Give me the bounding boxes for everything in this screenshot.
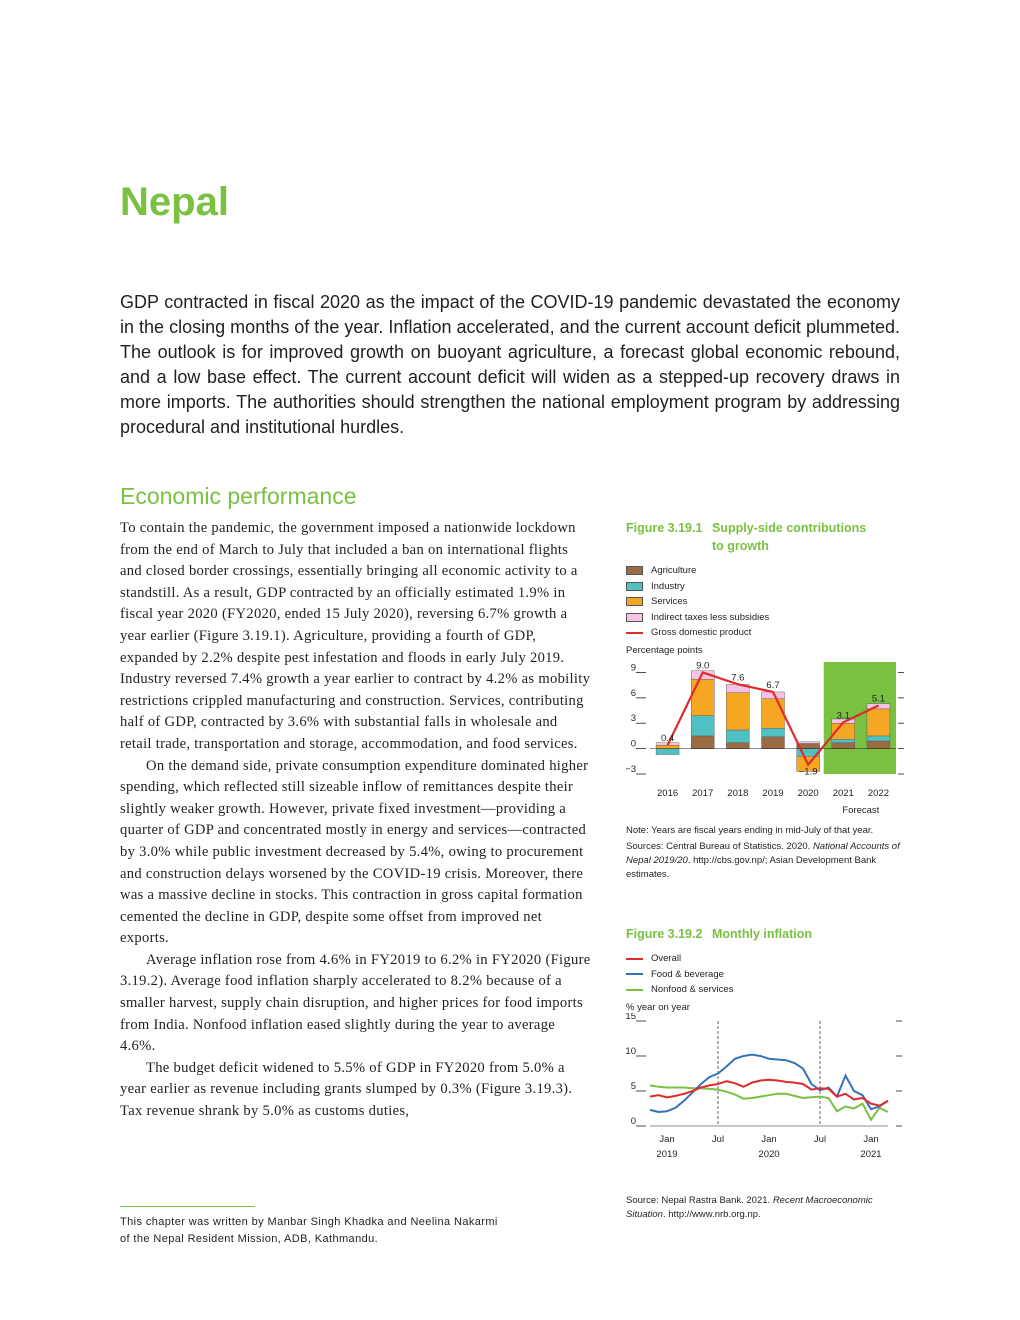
data-label: −1.9	[798, 766, 818, 778]
data-label: 6.7	[766, 679, 780, 691]
bar-indirect-taxes	[797, 741, 820, 743]
nonfood-inflation-line	[650, 1085, 888, 1119]
x-tick-label: Jul	[813, 1133, 827, 1145]
x-tick-label: 2018	[727, 787, 749, 799]
y-tick-label: 0	[630, 738, 636, 750]
bar-services	[867, 708, 890, 735]
legend-item-overall: Overall	[626, 951, 906, 967]
supply-side-bar-chart	[626, 656, 906, 816]
data-label: 0.4	[660, 732, 675, 744]
figure-number: Figure 3.19.1	[626, 521, 703, 535]
x-tick-label: Jan	[761, 1133, 777, 1145]
figure-source: Sources: Central Bureau of Statistics. 2020. National Accounts of Nepal 2019/20. http://cbs.gov.np/; Asian Development Bank estimates.	[626, 840, 900, 880]
x-tick-label: 2017	[692, 787, 714, 799]
bar-industry	[691, 715, 714, 735]
x-tick-label: 2019	[762, 787, 784, 799]
lead-summary: GDP contracted in fiscal 2020 as the impact of the COVID-19 pandemic devastated the economy in the closing months of the year. Inflation accelerated, and the current account deficit plummeted. The outlook is for improved growth on buoyant agriculture, a forecast global economic rebound, and a low base effect. The current account deficit will widen as a stepped-up recovery draws in more imports. The authorities should strengthen the national employment program by addressing procedural and institutional hurdles.	[120, 292, 900, 437]
legend-item-agriculture: Agriculture	[626, 563, 906, 579]
figure-monthly-inflation	[626, 925, 906, 1222]
figure-caption: Supply-side contributions to growth	[712, 521, 867, 553]
monthly-inflation-line-chart	[626, 1013, 906, 1183]
bar-industry	[726, 730, 749, 743]
figure-title	[626, 925, 906, 943]
axis-units-label: Percentage points	[626, 644, 703, 656]
legend-item-indirect-taxes: Indirect taxes less subsidies	[626, 610, 906, 626]
forecast-label: Forecast	[842, 804, 880, 816]
footnote-divider	[120, 1206, 255, 1207]
x-tick-label: 2021	[832, 787, 854, 799]
bar-services	[762, 698, 785, 728]
data-label: 7.6	[731, 671, 745, 683]
body-paragraph: On the demand side, private consumption expenditure dominated higher spending, which reflected still sizeable inflow of remittances despite their slightly weaker growth. However, private fixed investment—providing a quarter of GDP and concentrated mostly in energy and services—contracted by 3.0% while public investment decreased by 5.4%, owing to procurement and construction delays worsened by the COVID-19 crisis. Moreover, there was a massive decline in stocks. This contraction in gross capital formation cemented the decline in GDP, despite some offset from improved net exports.	[120, 757, 589, 947]
bar-industry	[867, 735, 890, 740]
x-tick-label: Jan	[659, 1133, 675, 1145]
bar-services	[656, 745, 679, 748]
bar-agriculture	[726, 742, 749, 748]
legend-item-nonfood-services: Nonfood & services	[626, 982, 906, 998]
footnote	[120, 1214, 570, 1248]
legend-item-gdp: Gross domestic product	[626, 625, 906, 641]
x-tick-year-label: 2020	[758, 1148, 780, 1160]
bar-services	[691, 679, 714, 715]
bar-agriculture	[832, 742, 855, 748]
bar-services	[726, 692, 749, 729]
data-label: 3.1	[836, 709, 850, 721]
food-inflation-line	[650, 1054, 888, 1111]
x-tick-year-label: 2019	[656, 1148, 678, 1160]
x-tick-label: 2020	[797, 787, 819, 799]
y-tick-label: 15	[626, 1012, 636, 1022]
figure-legend	[626, 951, 906, 998]
legend-item-industry: Industry	[626, 579, 906, 595]
footnote-line: This chapter was written by Manbar Singh Khadka and Neelina Nakarmi	[120, 1216, 498, 1228]
figure-supply-side	[626, 519, 906, 882]
x-tick-label: 2016	[657, 787, 679, 799]
figure-title	[626, 519, 906, 555]
axis-units-label: % year on year	[626, 1001, 690, 1013]
body-paragraph: Average inflation rose from 4.6% in FY2019 to 6.2% in FY2020 (Figure 3.19.2). Average food inflation sharply accelerated to 8.2% because of a smaller harvest, supply chain disruption, and higher prices for food imports from India. Nonfood inflation eased slightly during the year to average 4.6%.	[120, 951, 591, 1055]
y-tick-label: 9	[630, 661, 636, 673]
section-heading-economic-performance: Economic performance	[120, 483, 357, 509]
data-label: 9.0	[696, 659, 710, 671]
bar-industry	[832, 739, 855, 742]
x-tick-label: Jul	[711, 1133, 725, 1145]
x-tick-label: 2022	[867, 787, 889, 799]
bar-agriculture	[867, 741, 890, 749]
body-paragraph: To contain the pandemic, the government imposed a nationwide lockdown from the end of March to July that included a ban on international flights and closed border crossings, essentially bringing all economic activity to a standstill. As a result, GDP contracted by an officially estimated 1.9% in fiscal year 2020 (FY2020, ended 15 July 2020), reversing 6.7% growth a year earlier (Figure 3.19.1). Agriculture, providing a fourth of GDP, expanded by 2.2% despite pest infestation and floods in early July 2019. Industry reversed 7.4% growth a year earlier to contract by 4.2% as mobility restrictions crippled manufacturing and construction. Services, contributing half of GDP, contracted by 3.6% with substantial falls in wholesale and retail trade, transportation and storage, accommodation, and food services.	[120, 520, 591, 752]
body-paragraph: The budget deficit widened to 5.5% of GDP in FY2020 from 5.0% a year earlier as revenue including grants slumped by 0.3% (Figure 3.19.3). Tax revenue shrank by 5.0% as customs duties,	[120, 1059, 573, 1120]
x-tick-label: Jan	[863, 1133, 879, 1145]
figure-legend	[626, 563, 906, 641]
legend-item-food-beverage: Food & beverage	[626, 967, 906, 983]
bar-industry	[762, 728, 785, 736]
data-label: 5.1	[871, 692, 886, 704]
y-tick-label: 0	[630, 1115, 636, 1127]
legend-item-services: Services	[626, 594, 906, 610]
y-tick-label: −3	[626, 763, 636, 775]
figure-number: Figure 3.19.2	[626, 927, 703, 941]
body-text-column	[120, 518, 592, 1123]
figure-note: Note: Years are fiscal years ending in mid-July of that year.	[626, 824, 874, 836]
bar-agriculture	[691, 735, 714, 748]
bar-industry	[656, 748, 679, 754]
x-tick-year-label: 2021	[860, 1148, 882, 1160]
figure-source: Source: Nepal Rastra Bank. 2021. Recent Macroeconomic Situation. http://www.nrb.org.np.	[626, 1194, 873, 1220]
footnote-line: of the Nepal Resident Mission, ADB, Kathmandu.	[120, 1233, 379, 1245]
figure-caption: Monthly inflation	[712, 927, 812, 941]
y-tick-label: 10	[626, 1045, 636, 1057]
y-tick-label: 5	[630, 1080, 636, 1092]
bar-agriculture	[762, 736, 785, 748]
overall-inflation-line	[650, 1079, 888, 1105]
y-tick-label: 3	[630, 712, 636, 724]
y-tick-label: 6	[630, 687, 636, 699]
page-title: Nepal	[120, 180, 229, 224]
